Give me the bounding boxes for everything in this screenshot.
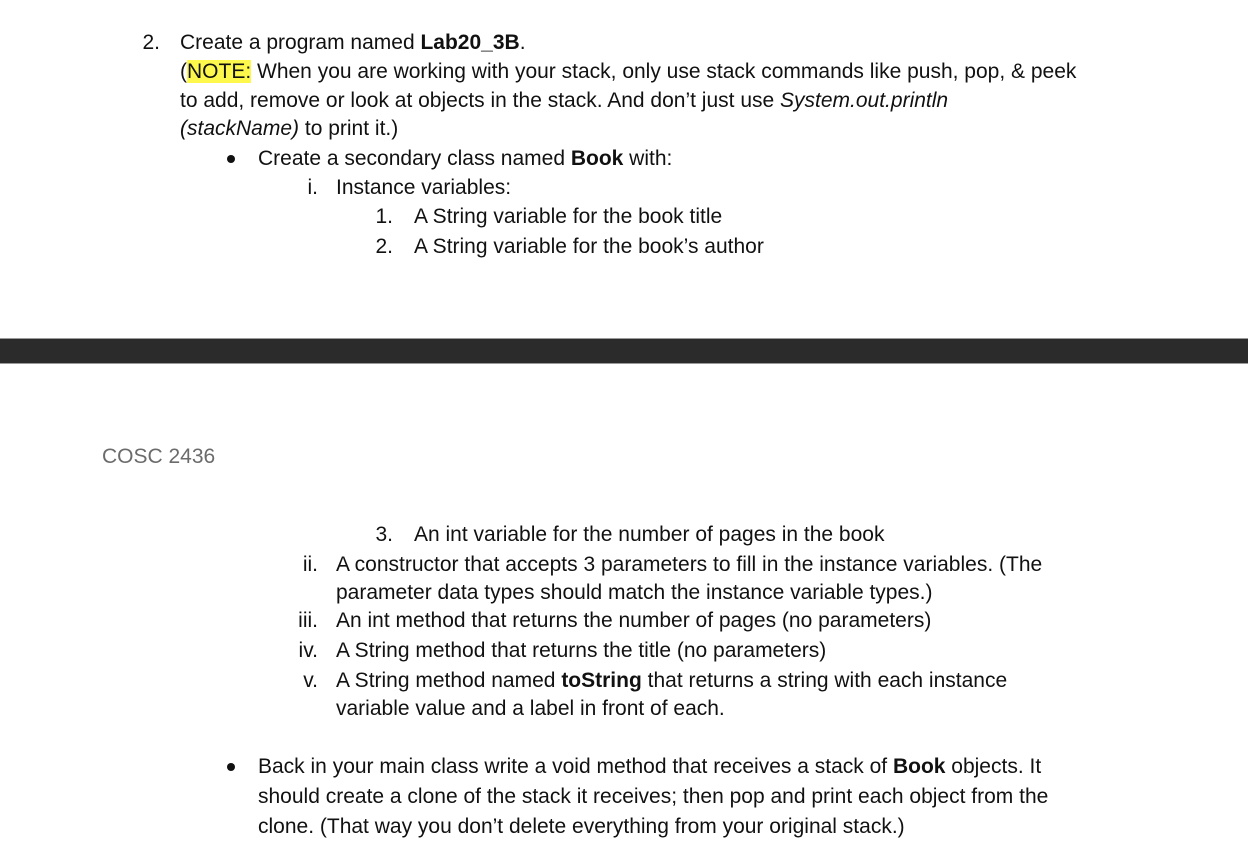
roman-marker-iii: iii.	[298, 609, 318, 632]
note-open-paren: (	[180, 60, 187, 83]
roman-i-text: Instance variables:	[336, 176, 512, 199]
note-code-println: System.out.println	[780, 89, 949, 112]
note-line-2	[180, 86, 948, 115]
bullet-icon	[227, 155, 235, 163]
tostring-method-name: toString	[561, 669, 642, 692]
sub-item-3-text: An int variable for the number of pages in the book	[414, 523, 885, 546]
note-line-3	[180, 114, 398, 143]
bullet1-after: with:	[623, 147, 673, 170]
bullet1-text	[258, 144, 672, 173]
note-text-2: to add, remove or look at objects in the stack. And don’t just use	[180, 89, 781, 112]
note-label: NOTE:	[187, 60, 252, 83]
bullet2-before: Back in your main class write a void method that receives a stack of	[258, 755, 893, 778]
bullet2-line-1	[258, 752, 1041, 781]
book-class-name: Book	[570, 147, 624, 170]
item2-period: .	[519, 31, 526, 54]
note-text-3: to print it.)	[299, 117, 399, 140]
roman-v-before: A String method named	[336, 669, 562, 692]
item2-intro: Create a program named	[180, 31, 421, 54]
roman-iv-text: A String method that returns the title (no parameters)	[336, 639, 827, 662]
roman-v-line-1	[336, 666, 1007, 695]
bullet2-after: objects. It	[945, 755, 1042, 778]
roman-marker-ii: ii.	[302, 553, 318, 576]
bullet2-line-2: should create a clone of the stack it receives; then pop and print each object from the	[258, 785, 1049, 808]
sub-marker-3: 3.	[375, 523, 393, 546]
course-footer: COSC 2436	[102, 445, 216, 468]
roman-v-line-2: variable value and a label in front of each.	[336, 697, 725, 720]
roman-ii-line-2: parameter data types should match the instance variable types.)	[336, 581, 933, 604]
note-code-stackname: (stackName)	[180, 117, 300, 140]
item2-heading	[180, 28, 526, 57]
roman-ii-line-1: A constructor that accepts 3 parameters to fill in the instance variables. (The	[336, 553, 1043, 576]
book-class-name-2: Book	[892, 755, 946, 778]
sub-item-2-text: A String variable for the book’s author	[414, 235, 764, 258]
sub-marker-2: 2.	[375, 235, 393, 258]
list-number-2: 2.	[142, 31, 160, 54]
roman-marker-i: i.	[307, 176, 318, 199]
page-break-divider	[0, 338, 1248, 364]
sub-item-1-text: A String variable for the book title	[414, 205, 723, 228]
bullet1-before: Create a secondary class named	[258, 147, 571, 170]
roman-marker-v: v.	[303, 669, 318, 692]
roman-v-after: that returns a string with each instance	[641, 669, 1008, 692]
bullet-icon	[227, 763, 235, 771]
note-line-1	[180, 57, 1076, 86]
note-text-1: When you are working with your stack, only use stack commands like push, pop, & peek	[251, 60, 1077, 83]
roman-marker-iv: iv.	[298, 639, 318, 662]
bullet2-line-3: clone. (That way you don’t delete everything from your original stack.)	[258, 815, 905, 838]
roman-iii-text: An int method that returns the number of pages (no parameters)	[336, 609, 932, 632]
program-name: Lab20_3B	[420, 31, 520, 54]
sub-marker-1: 1.	[375, 205, 393, 228]
